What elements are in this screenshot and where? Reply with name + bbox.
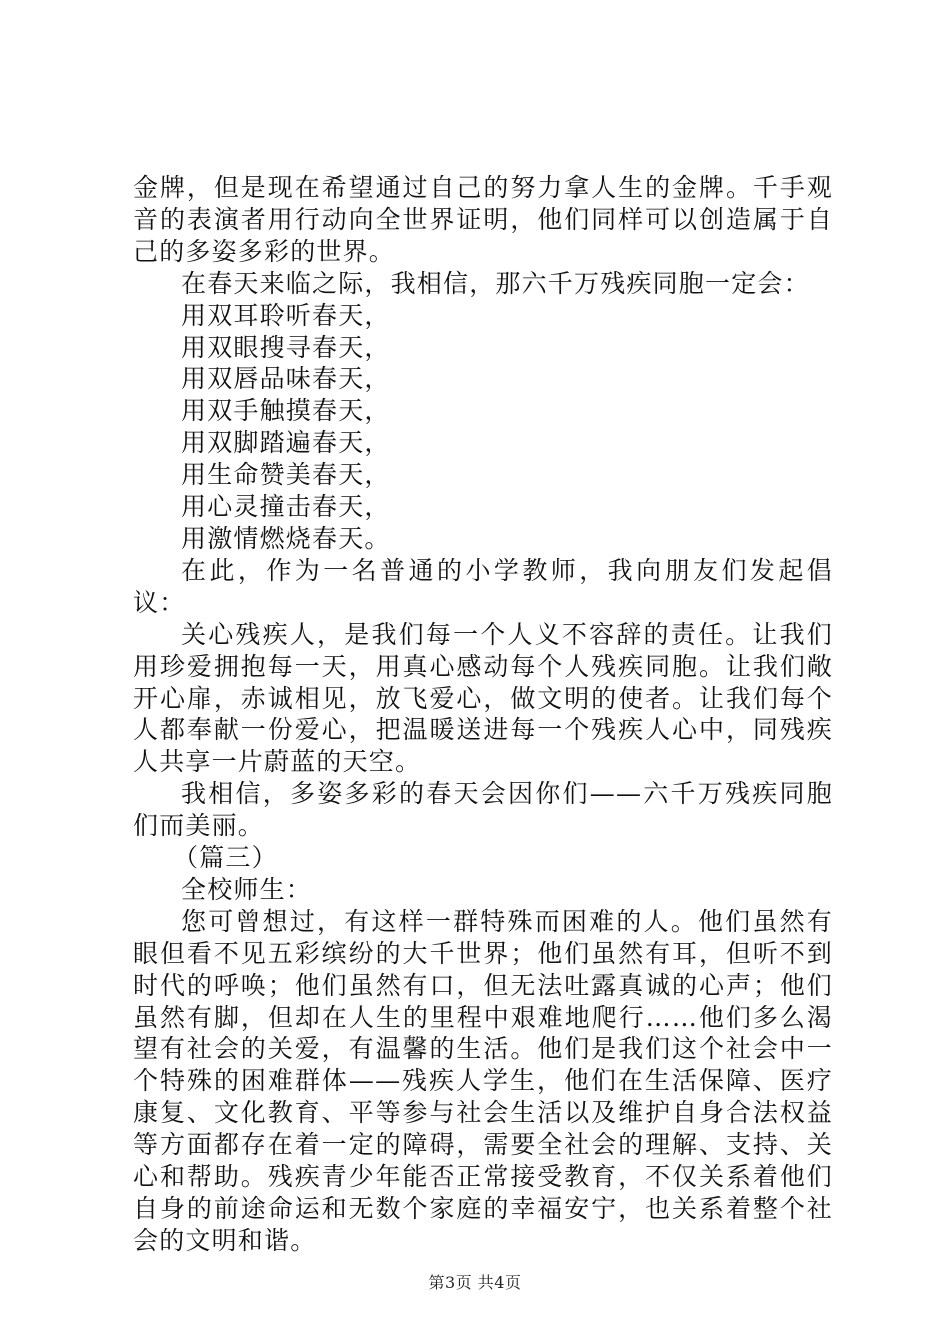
paragraph-belief: 我相信，多姿多彩的春天会因你们——六千万残疾同胞们而美丽。 xyxy=(133,779,833,841)
poem-line: 用双手触摸春天， xyxy=(181,396,391,426)
poem-line: 用心灵撞击春天， xyxy=(181,492,391,522)
poem-line: 用激情燃烧春天。 xyxy=(181,523,391,553)
paragraph-body: 您可曾想过，有这样一群特殊而困难的人。他们虽然有眼但看不见五彩缤纷的大千世界；他们虽然有耳，但听不到时代的呼唤；他们虽然有口，但无法吐露真诚的心声；他们虽然有脚，但却在人生的里程中艰难地爬行……他们多么渴望有社会的关爱，有温馨的生活。他们是我们这个社会中一个特殊的困难群体——残疾人学生，他们在生活保障、医疗康复、文化教育、平等参与社会生活以及维护自身合法权益等方面都存在着一定的障碍，需要全社会的理解、支持、关心和帮助。残疾青少年能否正常接受教育，不仅关系着他们自身的前途命运和无数个家庭的幸福安宁，也关系着整个社会的文明和谐。 xyxy=(133,906,833,1255)
document-body xyxy=(133,172,833,1257)
poem-line: 用双唇品味春天， xyxy=(181,364,391,394)
salutation: 全校师生： xyxy=(181,874,313,904)
poem-line: 用双眼搜寻春天， xyxy=(181,332,391,362)
poem-line: 用生命赞美春天， xyxy=(181,460,391,490)
paragraph-continued: 金牌，但是现在希望通过自己的努力拿人生的金牌。千手观音的表演者用行动向全世界证明，他们同样可以创造属于自己的多姿多彩的世界。 xyxy=(133,173,833,266)
paragraph-proposal: 关心残疾人，是我们每一个人义不容辞的责任。让我们用珍爱拥抱每一天，用真心感动每个人残疾同胞。让我们敞开心扉，赤诚相见，放飞爱心，做文明的使者。让我们每个人都奉献一份爱心，把温暖送进每一个残疾人心中，同残疾人共享一片蔚蓝的天空。 xyxy=(133,619,833,777)
paragraph-proposal-intro: 在此，作为一名普通的小学教师，我向朋友们发起倡议： xyxy=(133,555,833,617)
page-footer: 第3页 共4页 xyxy=(428,1273,522,1292)
section-heading: （篇三） xyxy=(173,843,278,873)
poem-line: 用双耳聆听春天， xyxy=(181,300,391,330)
poem-line: 用双脚踏遍春天， xyxy=(181,428,391,458)
paragraph-spring-intro: 在春天来临之际，我相信，那六千万残疾同胞一定会： xyxy=(181,268,810,298)
